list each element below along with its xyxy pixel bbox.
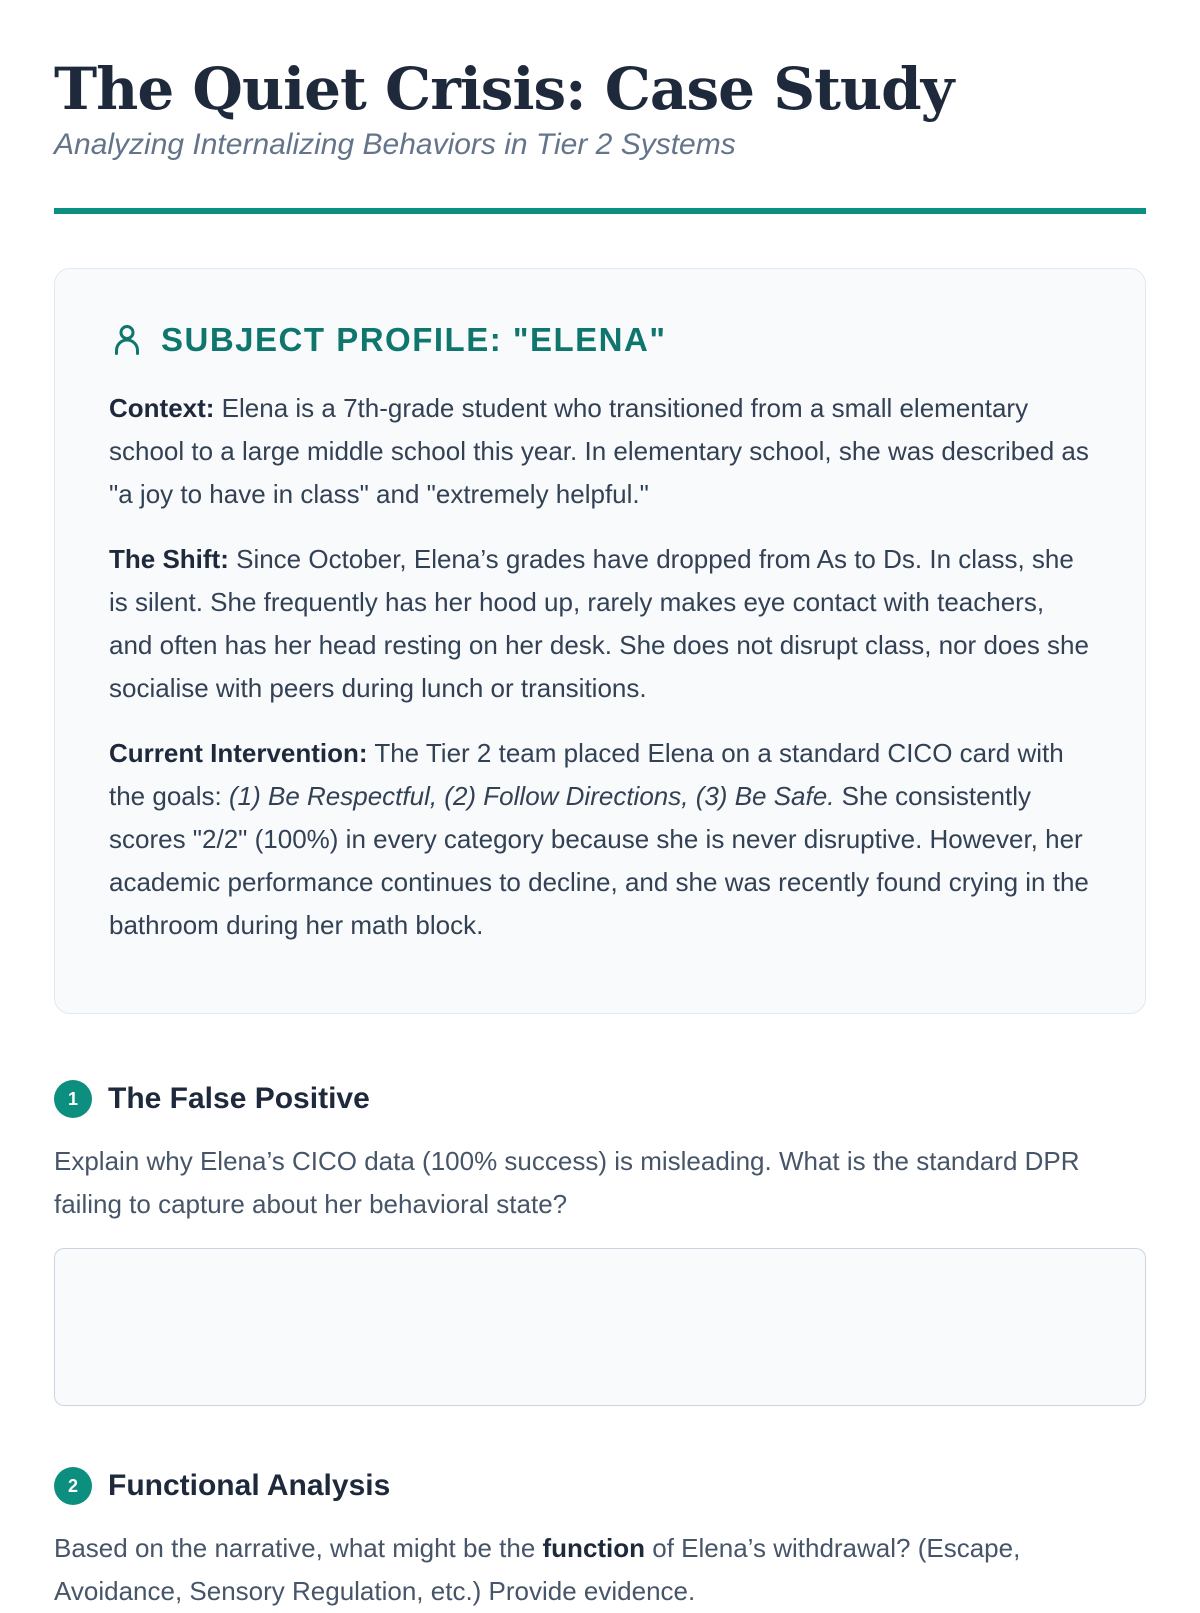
intervention-paragraph bbox=[109, 732, 1091, 947]
person-icon bbox=[109, 322, 145, 358]
intervention-goals: (1) Be Respectful, (2) Follow Directions, (3) Be Safe. bbox=[228, 781, 835, 811]
question-2-prompt-bold: function bbox=[542, 1533, 646, 1563]
question-1-answer-field[interactable] bbox=[54, 1248, 1146, 1406]
profile-header bbox=[109, 321, 1091, 359]
question-2-prompt-before: Based on the narrative, what might be the bbox=[54, 1533, 543, 1563]
question-2-header bbox=[54, 1467, 1146, 1505]
context-label: Context: bbox=[109, 393, 215, 423]
question-2-title: Functional Analysis bbox=[108, 1469, 391, 1502]
context-paragraph bbox=[109, 387, 1091, 516]
question-number-badge: 2 bbox=[54, 1467, 92, 1505]
intervention-text-after: She consistently scores "2/2" (100%) in every category because she is never disruptive. However, her academic performance continues to decline, and she was recently found crying in the bathroom during her math block. bbox=[109, 781, 1089, 940]
question-number-badge: 1 bbox=[54, 1080, 92, 1118]
context-text: Elena is a 7th-grade student who transitioned from a small elementary school to a large middle school this year. In elementary school, she was described as "a joy to have in class" and "extremely helpful." bbox=[109, 393, 1089, 509]
profile-title: SUBJECT PROFILE: "ELENA" bbox=[161, 321, 667, 358]
shift-label: The Shift: bbox=[109, 544, 229, 574]
question-2-prompt-after: of Elena’s withdrawal? (Escape, Avoidance, Sensory Regulation, etc.) Provide evidence. bbox=[54, 1533, 1021, 1606]
question-1 bbox=[54, 1080, 1146, 1411]
intervention-label: Current Intervention: bbox=[109, 738, 368, 768]
question-2 bbox=[54, 1467, 1146, 1613]
shift-paragraph bbox=[109, 538, 1091, 710]
page-title: The Quiet Crisis: Case Study bbox=[54, 55, 954, 123]
question-2-prompt bbox=[54, 1527, 1146, 1613]
question-1-title: The False Positive bbox=[108, 1082, 370, 1115]
question-1-header bbox=[54, 1080, 1146, 1118]
page-subtitle: Analyzing Internalizing Behaviors in Tier 2 Systems bbox=[54, 128, 736, 161]
question-1-prompt: Explain why Elena’s CICO data (100% success) is misleading. What is the standard DPR failing to capture about her behavioral state? bbox=[54, 1146, 1080, 1219]
subject-profile-card bbox=[54, 268, 1146, 1014]
header-divider bbox=[54, 208, 1146, 214]
shift-text: Since October, Elena’s grades have dropped from As to Ds. In class, she is silent. She frequently has her hood up, rarely makes eye contact with teachers, and often has her head resting on her desk. She does not disrupt class, nor does she socialise with peers during lunch or transitions. bbox=[109, 544, 1089, 703]
intervention-text-before: The Tier 2 team placed Elena on a standard CICO card with the goals: bbox=[109, 738, 1064, 811]
